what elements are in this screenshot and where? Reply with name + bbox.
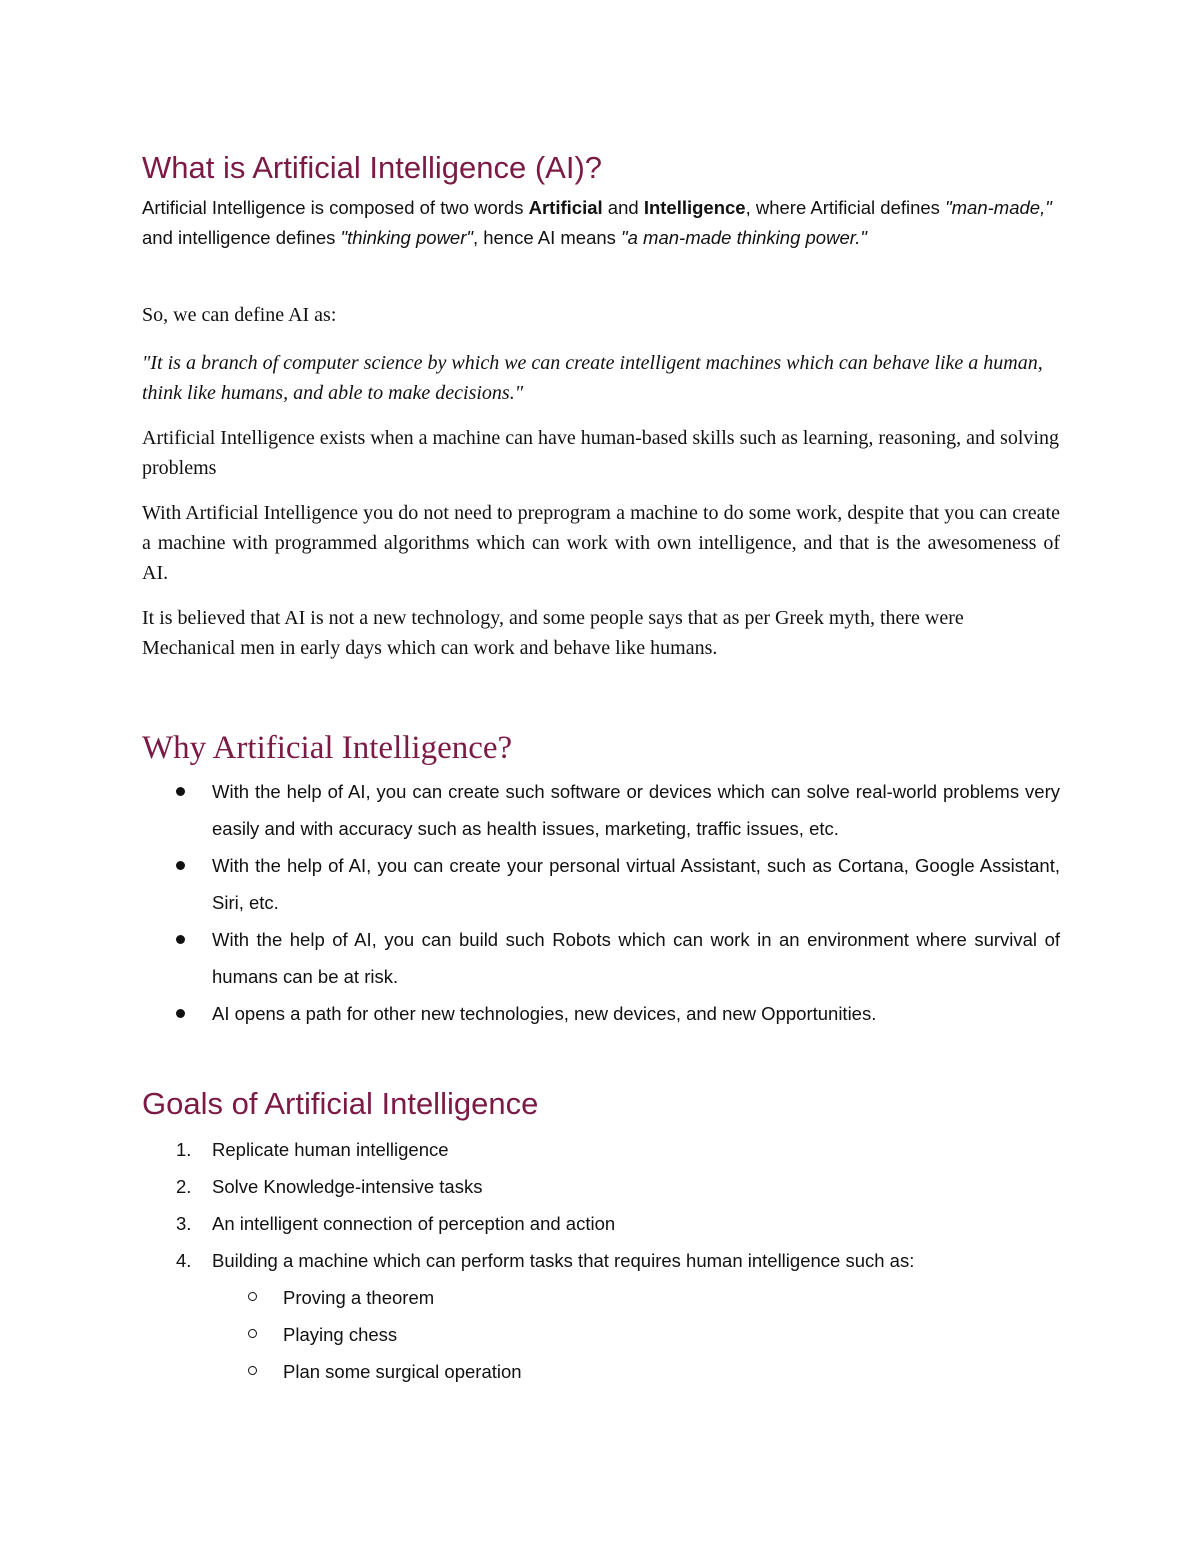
bullet-text: With the help of AI, you can create your personal virtual Assistant, such as Cortana, Google Assistant, Siri, etc. — [212, 855, 1060, 913]
list-item — [212, 1353, 1060, 1390]
intro-text: Artificial Intelligence is composed of two words — [142, 197, 529, 218]
list-number: 4. — [176, 1250, 192, 1271]
list-item — [142, 995, 1060, 1032]
intro-text: and — [602, 197, 644, 218]
intro-italic-man-made: "man-made," — [945, 197, 1052, 218]
sub-goal-text: Playing chess — [283, 1324, 398, 1345]
preprogram-paragraph: With Artificial Intelligence you do not need to preprogram a machine to do some work, despite that you can create a machine with programmed algorithms which can work with own intelligence, and that is the awesomeness of AI. — [142, 502, 1060, 584]
history-paragraph: It is believed that AI is not a new technology, and some people says that as per Greek myth, there were Mechanical men in early days which can work and behave like humans. — [142, 607, 964, 659]
definition-quote — [142, 348, 1060, 408]
intro-text: , hence AI means — [472, 227, 622, 248]
bullet-icon — [176, 1009, 185, 1018]
list-number: 3. — [176, 1213, 192, 1234]
list-item — [142, 1168, 1060, 1205]
hollow-bullet-icon — [248, 1329, 257, 1338]
goal-text: An intelligent connection of perception and action — [212, 1213, 616, 1234]
goals-numbered-list — [142, 1131, 1060, 1390]
intro-text: and intelligence defines — [142, 227, 341, 248]
list-item — [212, 1279, 1060, 1316]
bullet-text: AI opens a path for other new technologies, new devices, and new Opportunities. — [212, 1003, 877, 1024]
goal-text: Replicate human intelligence — [212, 1139, 449, 1160]
bullet-icon — [176, 935, 185, 944]
list-item — [142, 773, 1060, 847]
sub-goal-text: Proving a theorem — [283, 1287, 435, 1308]
define-lead-paragraph: So, we can define AI as: — [142, 304, 337, 326]
intro-bold-artificial: Artificial — [528, 197, 603, 218]
heading-goals-of-ai: Goals of Artificial Intelligence — [142, 1086, 539, 1121]
intro-paragraph — [142, 193, 1060, 253]
intro-italic-definition: "a man-made thinking power." — [621, 227, 867, 248]
goal-text: Solve Knowledge-intensive tasks — [212, 1176, 483, 1197]
list-item — [142, 847, 1060, 921]
heading-why-ai: Why Artificial Intelligence? — [142, 730, 513, 766]
why-ai-bullet-list — [142, 773, 1060, 1032]
list-number: 1. — [176, 1139, 192, 1160]
intro-italic-thinking-power: "thinking power" — [340, 227, 473, 248]
hollow-bullet-icon — [248, 1366, 257, 1375]
skills-paragraph: Artificial Intelligence exists when a machine can have human-based skills such as learning, reasoning, and solving problems — [142, 427, 1059, 479]
intro-text: , where Artificial defines — [745, 197, 946, 218]
sub-goal-text: Plan some surgical operation — [283, 1361, 522, 1382]
bullet-icon — [176, 787, 185, 796]
list-item — [212, 1316, 1060, 1353]
list-item — [142, 1205, 1060, 1242]
bullet-text: With the help of AI, you can create such software or devices which can solve real-world problems very easily and with accuracy such as health issues, marketing, traffic issues, etc. — [212, 781, 1060, 839]
list-item — [142, 1242, 1060, 1390]
list-number: 2. — [176, 1176, 192, 1197]
sub-goals-list — [212, 1279, 1060, 1390]
bullet-text: With the help of AI, you can build such Robots which can work in an environment where survival of humans can be at risk. — [212, 929, 1060, 987]
hollow-bullet-icon — [248, 1292, 257, 1301]
list-item — [142, 921, 1060, 995]
heading-what-is-ai: What is Artificial Intelligence (AI)? — [142, 150, 603, 185]
definition-quote-text: "It is a branch of computer science by which we can create intelligent machines which can behave like a human, think like humans, and able to make decisions." — [142, 352, 1043, 404]
list-item — [142, 1131, 1060, 1168]
intro-bold-intelligence: Intelligence — [643, 197, 746, 218]
goal-text: Building a machine which can perform tasks that requires human intelligence such as: — [212, 1250, 915, 1271]
bullet-icon — [176, 861, 185, 870]
